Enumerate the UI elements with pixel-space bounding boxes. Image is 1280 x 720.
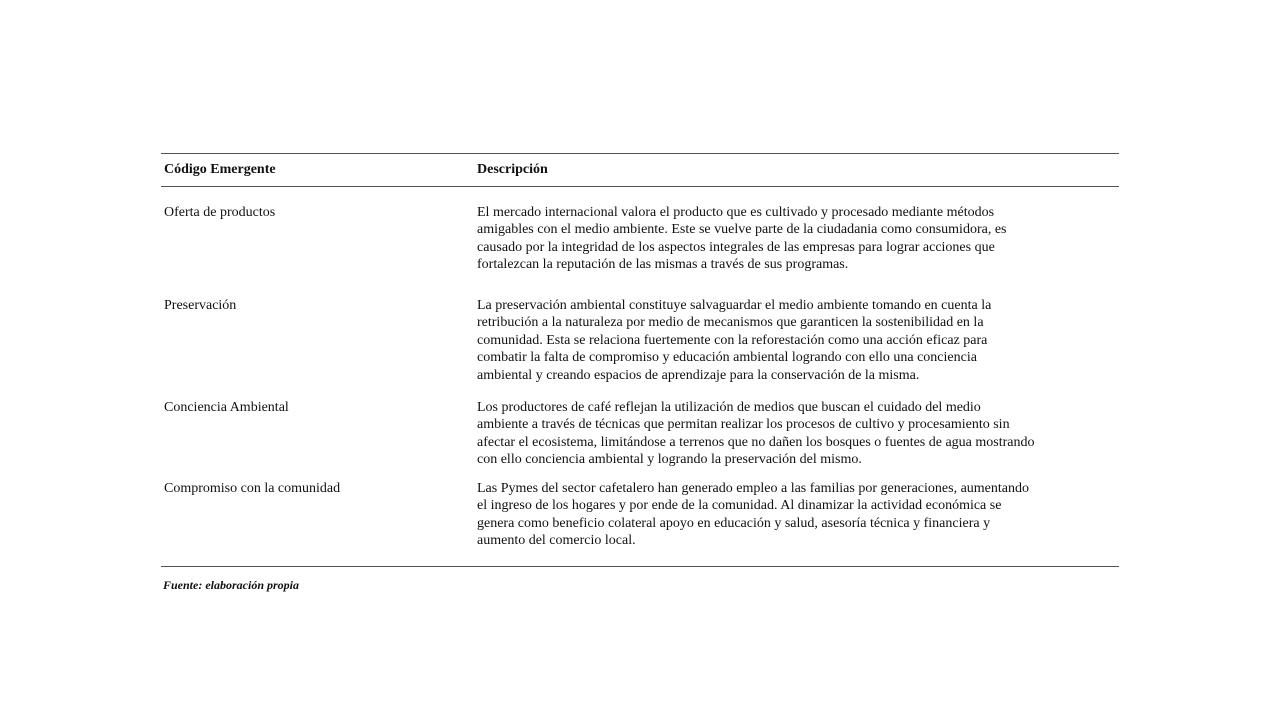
row-code-preservacion: Preservación [164,298,237,313]
row-code-compromiso-con-la-comunidad: Compromiso con la comunidad [164,481,341,496]
description-line: con ello conciencia ambiental y logrando la preservación del mismo. [477,452,862,468]
description-line: genera como beneficio colateral apoyo en educación y salud, asesoría técnica y financiera y [477,515,991,531]
description-line: combatir la falta de compromiso y educación ambiental logrando con ello una conciencia [477,350,977,366]
description-line: comunidad. Esta se relaciona fuertemente con la reforestación como una acción eficaz para [477,332,988,348]
description-line: causado por la integridad de los aspectos integrales de las empresas para lograr acciones que [477,239,995,255]
description-line: fortalezcan la reputación de las mismas a través de sus programas. [477,257,849,273]
table-header-rule [161,186,1119,187]
description-line: aumento del comercio local. [477,533,636,549]
row-code-conciencia-ambiental: Conciencia Ambiental [164,400,289,415]
row-description-compromiso-con-la-comunidad [477,480,1117,550]
header-descripcion: Descripción [477,162,548,177]
description-line: amigables con el medio ambiente. Este se vuelve parte de la ciudadania como consumidora, es [477,222,1007,238]
row-description-conciencia-ambiental [477,399,1117,469]
description-line: Las Pymes del sector cafetalero han generado empleo a las familias por generaciones, aumentando [477,481,1029,496]
table-top-rule [161,153,1119,154]
row-code-oferta-de-productos: Oferta de productos [164,205,276,220]
table-source-note: Fuente: elaboración propia [163,578,300,592]
description-line: La preservación ambiental constituye salvaguardar el medio ambiente tomando en cuenta la [477,298,992,313]
description-line: retribución a la naturaleza por medio de mecanismos que garanticen la sostenibilidad en la [477,315,984,331]
description-line: el ingreso de los hogares y por ende de la comunidad. Al dinamizar la actividad económica se [477,498,1002,514]
description-line: El mercado internacional valora el producto que es cultivado y procesado mediante métodos [477,205,995,220]
table-bottom-rule [161,566,1119,567]
header-codigo-emergente: Código Emergente [164,162,276,177]
row-description-preservacion [477,297,1117,384]
description-line: ambiente a través de técnicas que permitan realizar los procesos de cultivo y procesamiento sin [477,417,1010,433]
row-description-oferta-de-productos [477,204,1117,274]
description-line: ambiental y creando espacios de aprendizaje para la conservación de la misma. [477,367,920,383]
description-line: afectar el ecosistema, limitándose a terrenos que no dañen los bosques o fuentes de agua mostrando [477,434,1035,450]
description-line: Los productores de café reflejan la utilización de medios que buscan el cuidado del medio [477,400,981,415]
